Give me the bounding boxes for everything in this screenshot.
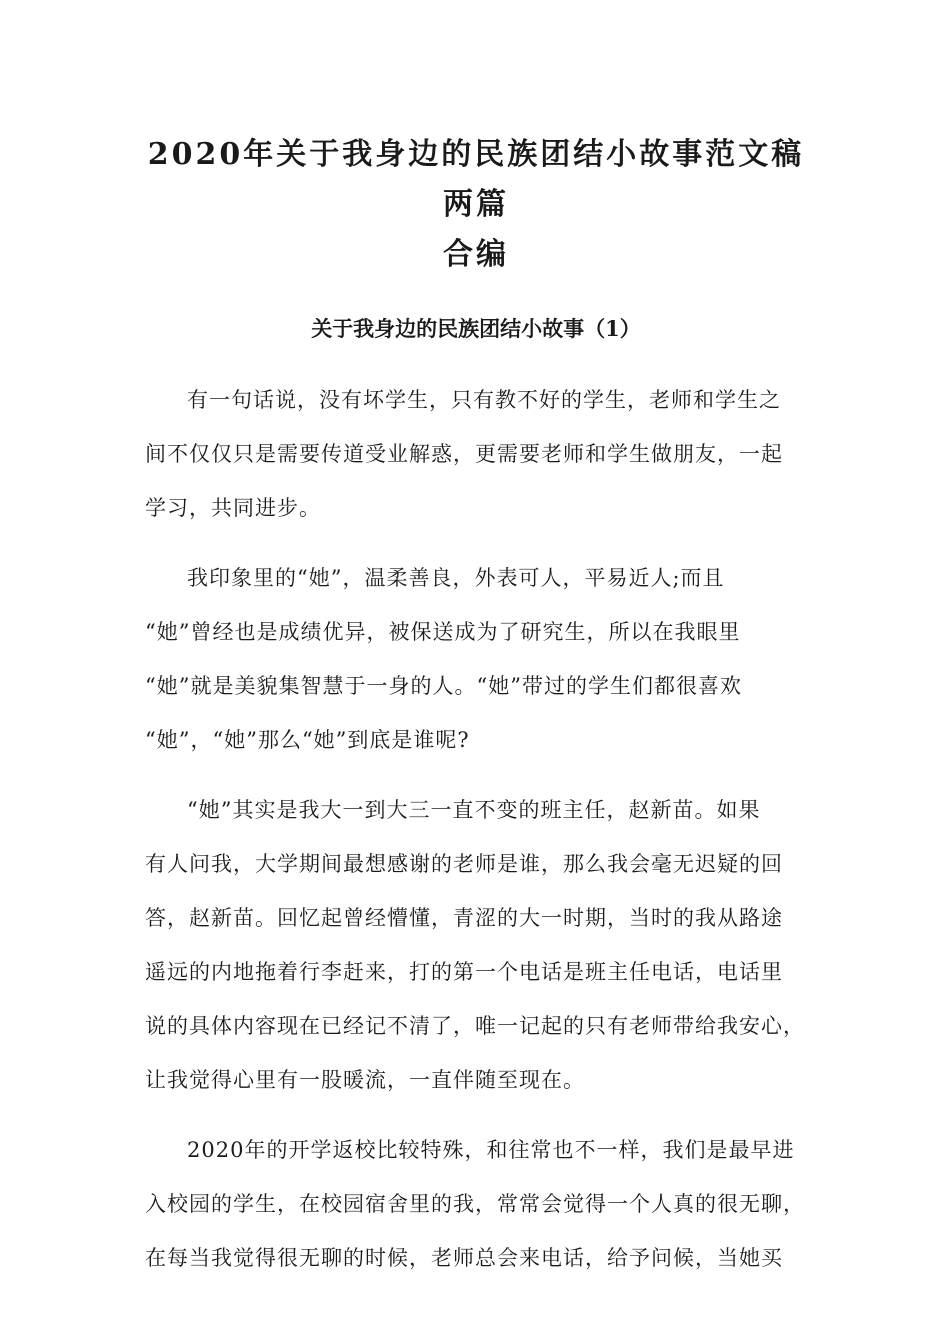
paragraph-line: 有人问我，大学期间最想感谢的老师是谁，那么我会毫无迟疑的回 (145, 852, 783, 876)
paragraph-line: 说的具体内容现在已经记不清了，唯一记起的只有老师带给我安心， (145, 1014, 805, 1038)
paragraph-3 (145, 792, 807, 1098)
paragraph-line: 有一句话说，没有坏学生，只有教不好的学生，老师和学生之 (187, 388, 781, 412)
paragraph-2 (145, 560, 807, 758)
paragraph-line: 遥远的内地拖着行李赶来，打的第一个电话是班主任电话，电话里 (145, 960, 783, 984)
paragraph-4 (145, 1132, 807, 1276)
paragraph-1 (145, 382, 807, 526)
document-title-line-2: 合编 (443, 237, 509, 272)
paragraph-line: 让我觉得心里有一股暖流，一直伴随至现在。 (145, 1068, 585, 1092)
paragraph-line: 我印象里的“她”，温柔善良，外表可人，平易近人;而且 (187, 566, 725, 590)
paragraph-line: 入校园的学生，在校园宿舍里的我，常常会觉得一个人真的很无聊， (145, 1192, 805, 1216)
paragraph-line: “她”，“她”那么“她”到底是谁呢? (145, 728, 470, 752)
document-title (145, 130, 807, 280)
paragraph-line: 学习，共同进步。 (145, 496, 321, 520)
paragraph-line: 答，赵新苗。回忆起曾经懵懂，青涩的大一时期，当时的我从路途 (145, 906, 783, 930)
paragraph-line: “她”就是美貌集智慧于一身的人。“她”带过的学生们都很喜欢 (145, 674, 742, 698)
paragraph-line: 间不仅仅只是需要传道受业解惑，更需要老师和学生做朋友，一起 (145, 442, 783, 466)
section-subtitle: 关于我身边的民族团结小故事（1） (311, 316, 641, 341)
paragraph-line: 2020年的开学返校比较特殊，和往常也不一样，我们是最早进 (187, 1138, 795, 1162)
paragraph-line: “她”其实是我大一到大三一直不变的班主任，赵新苗。如果 (187, 798, 761, 822)
document-title-line-1: 2020年关于我身边的民族团结小故事范文稿两篇 (147, 137, 805, 222)
paragraph-line: “她”曾经也是成绩优异，被保送成为了研究生，所以在我眼里 (145, 620, 741, 644)
paragraph-line: 在每当我觉得很无聊的时候，老师总会来电话，给予问候，当她买 (145, 1246, 783, 1270)
